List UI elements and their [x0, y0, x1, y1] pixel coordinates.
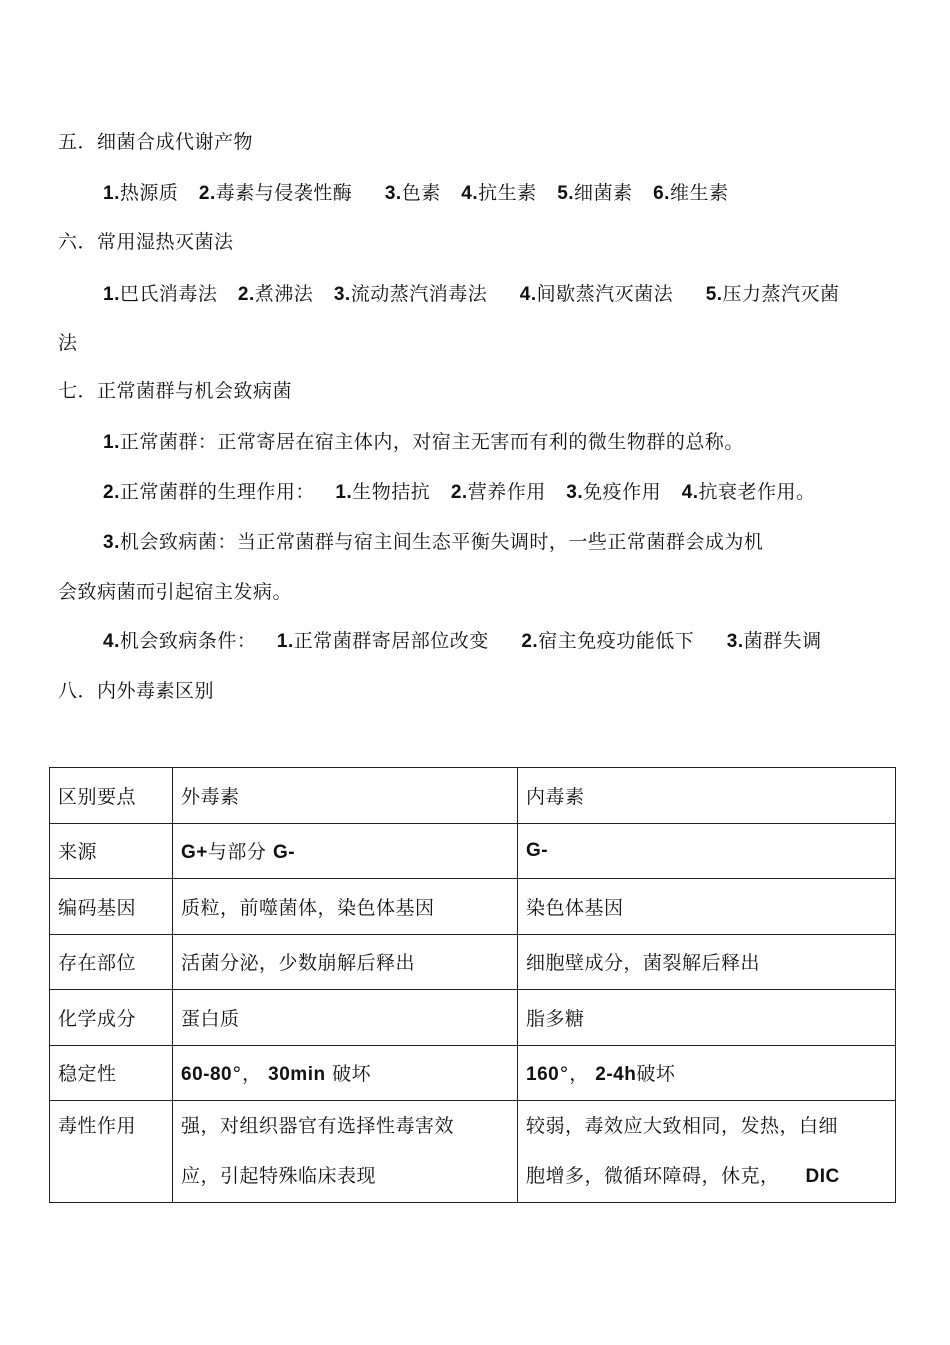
bold-text: G+ [181, 842, 208, 864]
section-6-items [103, 281, 840, 308]
item-num: 3. [333, 284, 351, 305]
item-text: 抗生素 [478, 182, 537, 204]
cell-text: °， [559, 1063, 589, 1086]
item-num: 2. [450, 482, 468, 503]
section-7-p3 [103, 529, 763, 556]
section-7-p4 [103, 628, 822, 655]
exotoxin-cell [173, 1045, 518, 1101]
item-num: 5. [557, 183, 575, 204]
endotoxin-cell: 细胞壁成分，菌裂解后释出 [518, 934, 896, 990]
item-text: 生物拮抗 [352, 481, 431, 503]
row-label: 编码基因 [50, 879, 173, 935]
item-text: 压力蒸汽灭菌 [722, 283, 840, 305]
section-8-title: 八．内外毒素区别 [58, 680, 215, 702]
item-text: 营养作用 [467, 481, 546, 503]
item-text: 菌群失调 [743, 630, 822, 652]
cell-text: °， [232, 1063, 262, 1086]
endotoxin-cell: 脂多糖 [518, 990, 896, 1046]
item-text: 间歇蒸汽灭菌法 [536, 283, 674, 305]
item-num: 6. [653, 183, 670, 204]
cell-line: 强，对组织器官有选择性毒害效 [181, 1115, 455, 1137]
header-cell: 外毒素 [173, 768, 518, 824]
item-num: 1. [103, 432, 120, 453]
cell-text: 胞增多，微循环障碍，休克， [526, 1165, 780, 1187]
item-text: 巴氏消毒法 [119, 283, 218, 305]
exotoxin-cell: 活菌分泌，少数崩解后释出 [173, 934, 518, 990]
item-text: 机会致病菌：当正常菌群与宿主间生态平衡失调时，一些正常菌群会成为机 [119, 531, 764, 553]
item-num: 2. [198, 183, 216, 204]
header-cell: 内毒素 [518, 768, 896, 824]
bold-text: G- [526, 840, 549, 862]
section-7-p1 [103, 429, 744, 456]
exotoxin-cell: 质粒，前噬菌体，染色体基因 [173, 879, 518, 935]
item-num: 1. [103, 284, 120, 305]
item-num: 1. [103, 183, 120, 204]
row-label: 存在部位 [50, 934, 173, 990]
cell-text: 与部分 [207, 841, 267, 864]
bold-text: DIC [805, 1166, 840, 1187]
cell-line: 应，引起特殊临床表现 [181, 1165, 377, 1187]
item-label: 机会致病条件： [119, 630, 257, 652]
item-num: 3. [726, 631, 744, 652]
item-num: 3. [384, 183, 402, 204]
table-row [50, 1045, 896, 1101]
table-row [50, 1101, 896, 1203]
row-label: 毒性作用 [50, 1101, 173, 1203]
table-row [50, 990, 896, 1046]
item-text: 流动蒸汽消毒法 [350, 283, 488, 305]
row-label: 化学成分 [50, 990, 173, 1046]
item-text: 维生素 [669, 182, 729, 204]
item-num: 2. [521, 631, 539, 652]
endotoxin-cell [518, 823, 896, 879]
section-5-items [103, 180, 728, 207]
table-row [50, 823, 896, 879]
table-header-row [50, 768, 896, 824]
section-5-title: 五．细菌合成代谢产物 [58, 131, 254, 153]
section-7-p2 [103, 479, 816, 506]
item-text: 免疫作用 [583, 481, 662, 503]
item-text: 细菌素 [574, 182, 633, 204]
toxin-comparison-table [49, 767, 896, 1203]
bold-text: 60-80 [181, 1064, 233, 1086]
table-row [50, 879, 896, 935]
item-text: 热源质 [119, 182, 179, 204]
item-text: 煮沸法 [254, 283, 314, 305]
item-num: 4. [461, 183, 479, 204]
item-text: 色素 [401, 182, 441, 204]
exotoxin-cell: 蛋白质 [173, 990, 518, 1046]
cell-text: 破坏 [332, 1063, 372, 1086]
item-text: 宿主免疫功能低下 [538, 630, 695, 652]
item-num: 1. [335, 482, 353, 503]
endotoxin-cell: 染色体基因 [518, 879, 896, 935]
row-label: 来源 [50, 823, 173, 879]
bold-text: G- [272, 842, 296, 864]
item-num: 4. [103, 631, 120, 652]
item-num: 4. [681, 482, 699, 503]
exotoxin-cell [173, 823, 518, 879]
bold-text: 2-4h [595, 1064, 637, 1086]
item-num: 3. [103, 532, 120, 553]
item-num: 5. [705, 284, 723, 305]
cell-line: 较弱，毒效应大致相同，发热，白细 [526, 1115, 839, 1137]
item-text: 正常菌群寄居部位改变 [293, 630, 489, 652]
bold-text: 160 [526, 1064, 560, 1086]
endotoxin-cell [518, 1045, 896, 1101]
item-text: 毒素与侵袭性酶 [215, 182, 353, 204]
item-num: 4. [519, 284, 537, 305]
item-num: 1. [276, 631, 294, 652]
exotoxin-cell [173, 1101, 518, 1203]
row-label: 稳定性 [50, 1045, 173, 1101]
item-label: 正常菌群的生理作用： [119, 481, 315, 503]
cell-line [526, 1151, 887, 1202]
item-num: 2. [237, 284, 255, 305]
section-6-wrap: 法 [58, 332, 78, 354]
bold-text: 30min [268, 1064, 326, 1086]
section-7-p3-wrap: 会致病菌而引起宿主发病。 [58, 581, 293, 603]
endotoxin-cell [518, 1101, 896, 1203]
cell-text: 破坏 [636, 1063, 676, 1086]
item-num: 3. [566, 482, 584, 503]
header-cell: 区别要点 [50, 768, 173, 824]
table-row [50, 934, 896, 990]
item-text: 抗衰老作用。 [698, 481, 816, 503]
item-text: 正常菌群：正常寄居在宿主体内，对宿主无害而有利的微生物群的总称。 [119, 431, 744, 453]
section-6-title: 六．常用湿热灭菌法 [58, 231, 234, 253]
section-7-title: 七．正常菌群与机会致病菌 [58, 380, 293, 402]
item-num: 2. [103, 482, 120, 503]
